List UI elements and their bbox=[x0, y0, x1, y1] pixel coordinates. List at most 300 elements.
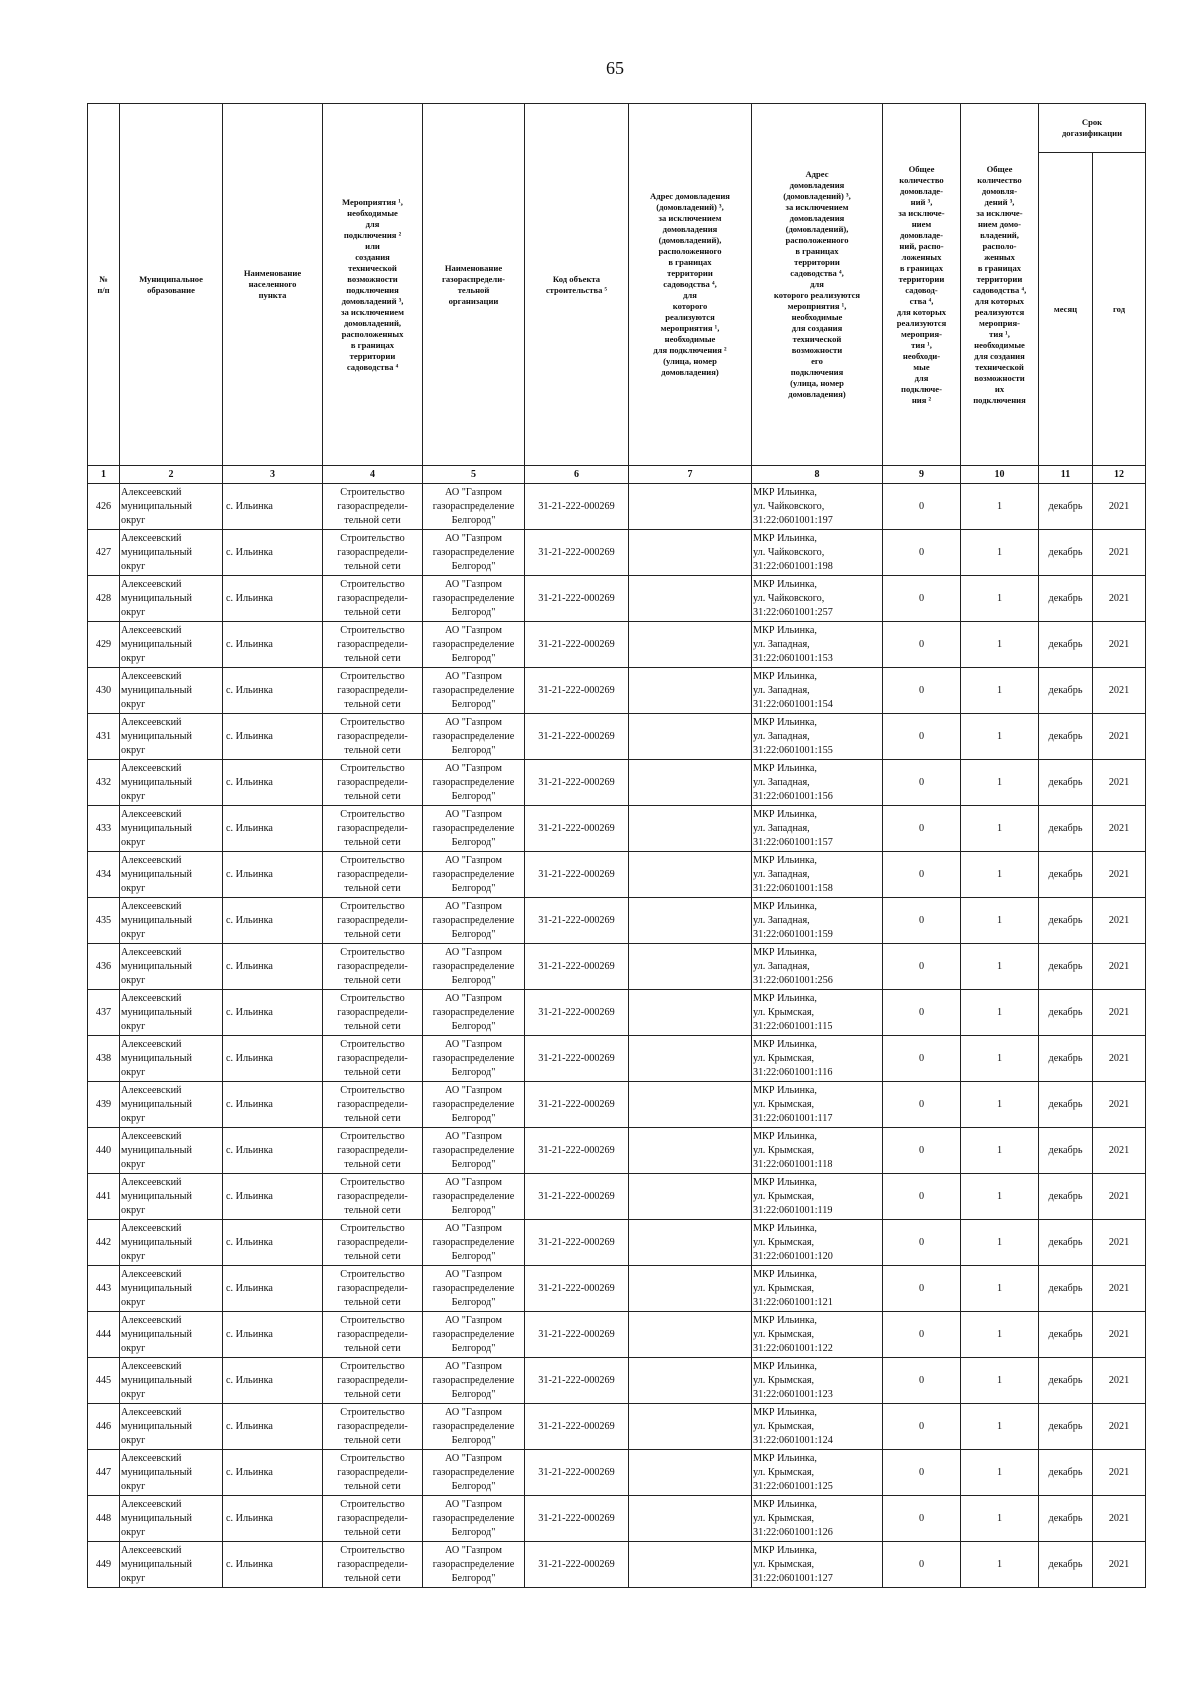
month-cell: декабрь bbox=[1039, 714, 1093, 760]
year-cell: 2021 bbox=[1093, 668, 1146, 714]
table-row bbox=[88, 990, 1146, 1036]
total-technical-cell: 1 bbox=[961, 806, 1039, 852]
column-number-7: 7 bbox=[629, 466, 752, 484]
organization-cell: АО "Газпром газораспределение Белгород" bbox=[423, 1220, 525, 1266]
month-cell: декабрь bbox=[1039, 1312, 1093, 1358]
total-connection-cell: 0 bbox=[883, 1312, 961, 1358]
year-cell: 2021 bbox=[1093, 760, 1146, 806]
row-number: 427 bbox=[88, 530, 120, 576]
organization-cell: АО "Газпром газораспределение Белгород" bbox=[423, 1358, 525, 1404]
month-cell: декабрь bbox=[1039, 806, 1093, 852]
header-month: месяц bbox=[1039, 153, 1093, 466]
month-cell: декабрь bbox=[1039, 622, 1093, 668]
total-technical-cell: 1 bbox=[961, 1450, 1039, 1496]
measures-cell: Строительство газораспредели- тельной сети bbox=[323, 1358, 423, 1404]
column-number-11: 11 bbox=[1039, 466, 1093, 484]
total-technical-cell: 1 bbox=[961, 852, 1039, 898]
column-number-10: 10 bbox=[961, 466, 1039, 484]
address-connection-cell bbox=[629, 1266, 752, 1312]
month-cell: декабрь bbox=[1039, 760, 1093, 806]
locality-cell: с. Ильинка bbox=[223, 806, 323, 852]
organization-cell: АО "Газпром газораспределение Белгород" bbox=[423, 484, 525, 530]
total-technical-cell: 1 bbox=[961, 1266, 1039, 1312]
row-number: 429 bbox=[88, 622, 120, 668]
row-number: 433 bbox=[88, 806, 120, 852]
address-technical-cell: МКР Ильинка, ул. Западная, 31:22:0601001:156 bbox=[752, 760, 883, 806]
locality-cell: с. Ильинка bbox=[223, 1496, 323, 1542]
object-code-cell: 31-21-222-000269 bbox=[525, 1128, 629, 1174]
address-technical-cell: МКР Ильинка, ул. Крымская, 31:22:0601001:117 bbox=[752, 1082, 883, 1128]
measures-cell: Строительство газораспредели- тельной сети bbox=[323, 852, 423, 898]
address-technical-cell: МКР Ильинка, ул. Крымская, 31:22:0601001:123 bbox=[752, 1358, 883, 1404]
address-technical-cell: МКР Ильинка, ул. Западная, 31:22:0601001:155 bbox=[752, 714, 883, 760]
row-number: 436 bbox=[88, 944, 120, 990]
address-connection-cell bbox=[629, 852, 752, 898]
row-number: 440 bbox=[88, 1128, 120, 1174]
address-technical-cell: МКР Ильинка, ул. Чайковского, 31:22:0601001:197 bbox=[752, 484, 883, 530]
header-org: Наименование газораспредели- тельной организации bbox=[423, 104, 525, 466]
year-cell: 2021 bbox=[1093, 1174, 1146, 1220]
address-technical-cell: МКР Ильинка, ул. Крымская, 31:22:0601001:124 bbox=[752, 1404, 883, 1450]
total-technical-cell: 1 bbox=[961, 484, 1039, 530]
total-connection-cell: 0 bbox=[883, 1542, 961, 1588]
row-number: 438 bbox=[88, 1036, 120, 1082]
locality-cell: с. Ильинка bbox=[223, 1358, 323, 1404]
address-connection-cell bbox=[629, 1036, 752, 1082]
address-technical-cell: МКР Ильинка, ул. Западная, 31:22:0601001:157 bbox=[752, 806, 883, 852]
measures-cell: Строительство газораспредели- тельной сети bbox=[323, 990, 423, 1036]
organization-cell: АО "Газпром газораспределение Белгород" bbox=[423, 990, 525, 1036]
total-technical-cell: 1 bbox=[961, 714, 1039, 760]
municipality-cell: Алексеевский муниципальный округ bbox=[120, 1496, 223, 1542]
locality-cell: с. Ильинка bbox=[223, 1450, 323, 1496]
municipality-cell: Алексеевский муниципальный округ bbox=[120, 1220, 223, 1266]
month-cell: декабрь bbox=[1039, 1174, 1093, 1220]
month-cell: декабрь bbox=[1039, 1220, 1093, 1266]
measures-cell: Строительство газораспредели- тельной сети bbox=[323, 944, 423, 990]
year-cell: 2021 bbox=[1093, 1496, 1146, 1542]
column-number-12: 12 bbox=[1093, 466, 1146, 484]
total-connection-cell: 0 bbox=[883, 1036, 961, 1082]
total-connection-cell: 0 bbox=[883, 668, 961, 714]
header-municipality: Муниципальное образование bbox=[120, 104, 223, 466]
table-row bbox=[88, 1036, 1146, 1082]
locality-cell: с. Ильинка bbox=[223, 1220, 323, 1266]
gasification-table bbox=[87, 103, 1146, 1588]
total-technical-cell: 1 bbox=[961, 898, 1039, 944]
address-connection-cell bbox=[629, 714, 752, 760]
table-row bbox=[88, 530, 1146, 576]
object-code-cell: 31-21-222-000269 bbox=[525, 1542, 629, 1588]
year-cell: 2021 bbox=[1093, 1220, 1146, 1266]
object-code-cell: 31-21-222-000269 bbox=[525, 1036, 629, 1082]
year-cell: 2021 bbox=[1093, 1404, 1146, 1450]
organization-cell: АО "Газпром газораспределение Белгород" bbox=[423, 1036, 525, 1082]
measures-cell: Строительство газораспредели- тельной сети bbox=[323, 1036, 423, 1082]
object-code-cell: 31-21-222-000269 bbox=[525, 714, 629, 760]
measures-cell: Строительство газораспредели- тельной сети bbox=[323, 622, 423, 668]
municipality-cell: Алексеевский муниципальный округ bbox=[120, 622, 223, 668]
row-number: 443 bbox=[88, 1266, 120, 1312]
address-technical-cell: МКР Ильинка, ул. Крымская, 31:22:0601001:120 bbox=[752, 1220, 883, 1266]
organization-cell: АО "Газпром газораспределение Белгород" bbox=[423, 1174, 525, 1220]
address-technical-cell: МКР Ильинка, ул. Крымская, 31:22:0601001:127 bbox=[752, 1542, 883, 1588]
total-connection-cell: 0 bbox=[883, 1174, 961, 1220]
total-technical-cell: 1 bbox=[961, 1174, 1039, 1220]
locality-cell: с. Ильинка bbox=[223, 530, 323, 576]
locality-cell: с. Ильинка bbox=[223, 1312, 323, 1358]
column-number-5: 5 bbox=[423, 466, 525, 484]
row-number: 441 bbox=[88, 1174, 120, 1220]
table-row bbox=[88, 622, 1146, 668]
organization-cell: АО "Газпром газораспределение Белгород" bbox=[423, 1450, 525, 1496]
municipality-cell: Алексеевский муниципальный округ bbox=[120, 576, 223, 622]
address-technical-cell: МКР Ильинка, ул. Крымская, 31:22:0601001:126 bbox=[752, 1496, 883, 1542]
locality-cell: с. Ильинка bbox=[223, 1036, 323, 1082]
table-row bbox=[88, 1496, 1146, 1542]
month-cell: декабрь bbox=[1039, 1496, 1093, 1542]
municipality-cell: Алексеевский муниципальный округ bbox=[120, 484, 223, 530]
object-code-cell: 31-21-222-000269 bbox=[525, 760, 629, 806]
measures-cell: Строительство газораспредели- тельной сети bbox=[323, 1266, 423, 1312]
organization-cell: АО "Газпром газораспределение Белгород" bbox=[423, 622, 525, 668]
measures-cell: Строительство газораспредели- тельной сети bbox=[323, 1542, 423, 1588]
row-number: 426 bbox=[88, 484, 120, 530]
total-connection-cell: 0 bbox=[883, 1450, 961, 1496]
year-cell: 2021 bbox=[1093, 1266, 1146, 1312]
header-code: Код объекта строительства ⁵ bbox=[525, 104, 629, 466]
total-connection-cell: 0 bbox=[883, 530, 961, 576]
column-number-row bbox=[88, 466, 1146, 484]
header-address-connection: Адрес домовладения (домовладений) ³, за исключением домовладения (домовладений), расположенного в границах территории садоводства ⁴, для которого реализуются мероприятия ¹, необходимые для подключения ² (улица, номер домовладения) bbox=[629, 104, 752, 466]
measures-cell: Строительство газораспредели- тельной сети bbox=[323, 1496, 423, 1542]
table-row bbox=[88, 1312, 1146, 1358]
object-code-cell: 31-21-222-000269 bbox=[525, 852, 629, 898]
organization-cell: АО "Газпром газораспределение Белгород" bbox=[423, 1496, 525, 1542]
measures-cell: Строительство газораспредели- тельной сети bbox=[323, 806, 423, 852]
column-number-3: 3 bbox=[223, 466, 323, 484]
header-num: № п/п bbox=[88, 104, 120, 466]
address-technical-cell: МКР Ильинка, ул. Западная, 31:22:0601001:153 bbox=[752, 622, 883, 668]
measures-cell: Строительство газораспредели- тельной сети bbox=[323, 1450, 423, 1496]
address-connection-cell bbox=[629, 990, 752, 1036]
address-connection-cell bbox=[629, 806, 752, 852]
organization-cell: АО "Газпром газораспределение Белгород" bbox=[423, 852, 525, 898]
locality-cell: с. Ильинка bbox=[223, 576, 323, 622]
month-cell: декабрь bbox=[1039, 944, 1093, 990]
header-measures: Мероприятия ¹, необходимые для подключения ² или создания технической возможности подключения домовладений ³, за исключением домовладений, расположенных в границах территории садоводства ⁴ bbox=[323, 104, 423, 466]
year-cell: 2021 bbox=[1093, 484, 1146, 530]
address-connection-cell bbox=[629, 1496, 752, 1542]
address-technical-cell: МКР Ильинка, ул. Западная, 31:22:0601001:159 bbox=[752, 898, 883, 944]
address-connection-cell bbox=[629, 1174, 752, 1220]
total-technical-cell: 1 bbox=[961, 1496, 1039, 1542]
measures-cell: Строительство газораспредели- тельной сети bbox=[323, 530, 423, 576]
address-connection-cell bbox=[629, 1082, 752, 1128]
organization-cell: АО "Газпром газораспределение Белгород" bbox=[423, 1128, 525, 1174]
month-cell: декабрь bbox=[1039, 668, 1093, 714]
total-technical-cell: 1 bbox=[961, 1404, 1039, 1450]
municipality-cell: Алексеевский муниципальный округ bbox=[120, 1312, 223, 1358]
measures-cell: Строительство газораспредели- тельной сети bbox=[323, 760, 423, 806]
total-connection-cell: 0 bbox=[883, 1266, 961, 1312]
year-cell: 2021 bbox=[1093, 714, 1146, 760]
object-code-cell: 31-21-222-000269 bbox=[525, 1082, 629, 1128]
month-cell: декабрь bbox=[1039, 576, 1093, 622]
month-cell: декабрь bbox=[1039, 1036, 1093, 1082]
object-code-cell: 31-21-222-000269 bbox=[525, 530, 629, 576]
row-number: 439 bbox=[88, 1082, 120, 1128]
total-connection-cell: 0 bbox=[883, 1082, 961, 1128]
object-code-cell: 31-21-222-000269 bbox=[525, 806, 629, 852]
organization-cell: АО "Газпром газораспределение Белгород" bbox=[423, 1404, 525, 1450]
table-row bbox=[88, 898, 1146, 944]
table-row bbox=[88, 1128, 1146, 1174]
row-number: 444 bbox=[88, 1312, 120, 1358]
address-technical-cell: МКР Ильинка, ул. Западная, 31:22:0601001:154 bbox=[752, 668, 883, 714]
year-cell: 2021 bbox=[1093, 1450, 1146, 1496]
address-connection-cell bbox=[629, 668, 752, 714]
municipality-cell: Алексеевский муниципальный округ bbox=[120, 852, 223, 898]
municipality-cell: Алексеевский муниципальный округ bbox=[120, 714, 223, 760]
total-connection-cell: 0 bbox=[883, 944, 961, 990]
organization-cell: АО "Газпром газораспределение Белгород" bbox=[423, 1266, 525, 1312]
locality-cell: с. Ильинка bbox=[223, 1266, 323, 1312]
municipality-cell: Алексеевский муниципальный округ bbox=[120, 1174, 223, 1220]
municipality-cell: Алексеевский муниципальный округ bbox=[120, 1128, 223, 1174]
total-connection-cell: 0 bbox=[883, 1496, 961, 1542]
row-number: 430 bbox=[88, 668, 120, 714]
address-connection-cell bbox=[629, 530, 752, 576]
measures-cell: Строительство газораспредели- тельной сети bbox=[323, 1312, 423, 1358]
organization-cell: АО "Газпром газораспределение Белгород" bbox=[423, 1082, 525, 1128]
municipality-cell: Алексеевский муниципальный округ bbox=[120, 898, 223, 944]
locality-cell: с. Ильинка bbox=[223, 1542, 323, 1588]
measures-cell: Строительство газораспредели- тельной сети bbox=[323, 668, 423, 714]
month-cell: декабрь bbox=[1039, 1266, 1093, 1312]
total-technical-cell: 1 bbox=[961, 1220, 1039, 1266]
organization-cell: АО "Газпром газораспределение Белгород" bbox=[423, 530, 525, 576]
locality-cell: с. Ильинка bbox=[223, 1082, 323, 1128]
table-row bbox=[88, 1174, 1146, 1220]
row-number: 445 bbox=[88, 1358, 120, 1404]
total-technical-cell: 1 bbox=[961, 1542, 1039, 1588]
address-connection-cell bbox=[629, 1542, 752, 1588]
municipality-cell: Алексеевский муниципальный округ bbox=[120, 668, 223, 714]
address-technical-cell: МКР Ильинка, ул. Западная, 31:22:0601001:158 bbox=[752, 852, 883, 898]
row-number: 431 bbox=[88, 714, 120, 760]
address-connection-cell bbox=[629, 760, 752, 806]
total-connection-cell: 0 bbox=[883, 990, 961, 1036]
year-cell: 2021 bbox=[1093, 530, 1146, 576]
locality-cell: с. Ильинка bbox=[223, 760, 323, 806]
address-technical-cell: МКР Ильинка, ул. Крымская, 31:22:0601001:122 bbox=[752, 1312, 883, 1358]
total-connection-cell: 0 bbox=[883, 1128, 961, 1174]
table-row bbox=[88, 484, 1146, 530]
locality-cell: с. Ильинка bbox=[223, 1404, 323, 1450]
municipality-cell: Алексеевский муниципальный округ bbox=[120, 944, 223, 990]
table-row bbox=[88, 668, 1146, 714]
organization-cell: АО "Газпром газораспределение Белгород" bbox=[423, 668, 525, 714]
organization-cell: АО "Газпром газораспределение Белгород" bbox=[423, 576, 525, 622]
column-number-6: 6 bbox=[525, 466, 629, 484]
measures-cell: Строительство газораспредели- тельной сети bbox=[323, 1082, 423, 1128]
table-row bbox=[88, 806, 1146, 852]
address-technical-cell: МКР Ильинка, ул. Крымская, 31:22:0601001:121 bbox=[752, 1266, 883, 1312]
column-number-9: 9 bbox=[883, 466, 961, 484]
object-code-cell: 31-21-222-000269 bbox=[525, 576, 629, 622]
year-cell: 2021 bbox=[1093, 1036, 1146, 1082]
table-row bbox=[88, 852, 1146, 898]
locality-cell: с. Ильинка bbox=[223, 668, 323, 714]
locality-cell: с. Ильинка bbox=[223, 852, 323, 898]
address-connection-cell bbox=[629, 484, 752, 530]
address-connection-cell bbox=[629, 1358, 752, 1404]
municipality-cell: Алексеевский муниципальный округ bbox=[120, 1542, 223, 1588]
year-cell: 2021 bbox=[1093, 622, 1146, 668]
year-cell: 2021 bbox=[1093, 1358, 1146, 1404]
row-number: 428 bbox=[88, 576, 120, 622]
locality-cell: с. Ильинка bbox=[223, 1128, 323, 1174]
total-technical-cell: 1 bbox=[961, 576, 1039, 622]
year-cell: 2021 bbox=[1093, 576, 1146, 622]
month-cell: декабрь bbox=[1039, 990, 1093, 1036]
municipality-cell: Алексеевский муниципальный округ bbox=[120, 1266, 223, 1312]
municipality-cell: Алексеевский муниципальный округ bbox=[120, 1404, 223, 1450]
total-technical-cell: 1 bbox=[961, 1358, 1039, 1404]
address-connection-cell bbox=[629, 944, 752, 990]
address-connection-cell bbox=[629, 1312, 752, 1358]
year-cell: 2021 bbox=[1093, 1312, 1146, 1358]
object-code-cell: 31-21-222-000269 bbox=[525, 898, 629, 944]
municipality-cell: Алексеевский муниципальный округ bbox=[120, 1450, 223, 1496]
table-row bbox=[88, 1542, 1146, 1588]
object-code-cell: 31-21-222-000269 bbox=[525, 668, 629, 714]
address-technical-cell: МКР Ильинка, ул. Западная, 31:22:0601001:256 bbox=[752, 944, 883, 990]
total-connection-cell: 0 bbox=[883, 1220, 961, 1266]
month-cell: декабрь bbox=[1039, 1358, 1093, 1404]
organization-cell: АО "Газпром газораспределение Белгород" bbox=[423, 760, 525, 806]
municipality-cell: Алексеевский муниципальный округ bbox=[120, 1036, 223, 1082]
month-cell: декабрь bbox=[1039, 484, 1093, 530]
organization-cell: АО "Газпром газораспределение Белгород" bbox=[423, 944, 525, 990]
header-total-technical: Общее количество домовля- дений ³, за исключе- нием домо- владений, располо- женных в границах территории садоводства ⁴, для которых реализуются мероприя- тия ¹, необходимые для создания технической возможности их подключения bbox=[961, 104, 1039, 466]
total-technical-cell: 1 bbox=[961, 1128, 1039, 1174]
total-technical-cell: 1 bbox=[961, 1036, 1039, 1082]
municipality-cell: Алексеевский муниципальный округ bbox=[120, 806, 223, 852]
locality-cell: с. Ильинка bbox=[223, 898, 323, 944]
table-row bbox=[88, 760, 1146, 806]
table-row bbox=[88, 1266, 1146, 1312]
measures-cell: Строительство газораспредели- тельной сети bbox=[323, 576, 423, 622]
table-row bbox=[88, 576, 1146, 622]
object-code-cell: 31-21-222-000269 bbox=[525, 990, 629, 1036]
organization-cell: АО "Газпром газораспределение Белгород" bbox=[423, 714, 525, 760]
object-code-cell: 31-21-222-000269 bbox=[525, 1404, 629, 1450]
table-row bbox=[88, 1404, 1146, 1450]
address-connection-cell bbox=[629, 1404, 752, 1450]
measures-cell: Строительство газораспредели- тельной сети bbox=[323, 714, 423, 760]
total-connection-cell: 0 bbox=[883, 806, 961, 852]
total-connection-cell: 0 bbox=[883, 576, 961, 622]
municipality-cell: Алексеевский муниципальный округ bbox=[120, 760, 223, 806]
locality-cell: с. Ильинка bbox=[223, 1174, 323, 1220]
address-connection-cell bbox=[629, 622, 752, 668]
address-connection-cell bbox=[629, 1450, 752, 1496]
address-technical-cell: МКР Ильинка, ул. Крымская, 31:22:0601001:119 bbox=[752, 1174, 883, 1220]
column-number-4: 4 bbox=[323, 466, 423, 484]
object-code-cell: 31-21-222-000269 bbox=[525, 484, 629, 530]
header-address-technical: Адрес домовладения (домовладений) ³, за исключением домовладения (домовладений), расположенного в границах территории садоводства ⁴, для которого реализуются мероприятия ¹, необходимые для создания технической возможности его подключения (улица, номер домовладения) bbox=[752, 104, 883, 466]
municipality-cell: Алексеевский муниципальный округ bbox=[120, 990, 223, 1036]
object-code-cell: 31-21-222-000269 bbox=[525, 1358, 629, 1404]
table-row bbox=[88, 1220, 1146, 1266]
table-row bbox=[88, 944, 1146, 990]
total-technical-cell: 1 bbox=[961, 944, 1039, 990]
organization-cell: АО "Газпром газораспределение Белгород" bbox=[423, 806, 525, 852]
month-cell: декабрь bbox=[1039, 852, 1093, 898]
month-cell: декабрь bbox=[1039, 1082, 1093, 1128]
address-technical-cell: МКР Ильинка, ул. Чайковского, 31:22:0601001:257 bbox=[752, 576, 883, 622]
municipality-cell: Алексеевский муниципальный округ bbox=[120, 1358, 223, 1404]
year-cell: 2021 bbox=[1093, 806, 1146, 852]
table-row bbox=[88, 1450, 1146, 1496]
measures-cell: Строительство газораспредели- тельной сети bbox=[323, 484, 423, 530]
row-number: 434 bbox=[88, 852, 120, 898]
total-technical-cell: 1 bbox=[961, 1312, 1039, 1358]
address-connection-cell bbox=[629, 1220, 752, 1266]
year-cell: 2021 bbox=[1093, 898, 1146, 944]
month-cell: декабрь bbox=[1039, 1128, 1093, 1174]
header-locality: Наименование населенного пункта bbox=[223, 104, 323, 466]
month-cell: декабрь bbox=[1039, 1450, 1093, 1496]
column-number-8: 8 bbox=[752, 466, 883, 484]
locality-cell: с. Ильинка bbox=[223, 622, 323, 668]
total-technical-cell: 1 bbox=[961, 760, 1039, 806]
table-row bbox=[88, 1082, 1146, 1128]
object-code-cell: 31-21-222-000269 bbox=[525, 1312, 629, 1358]
total-technical-cell: 1 bbox=[961, 668, 1039, 714]
object-code-cell: 31-21-222-000269 bbox=[525, 944, 629, 990]
row-number: 432 bbox=[88, 760, 120, 806]
object-code-cell: 31-21-222-000269 bbox=[525, 1496, 629, 1542]
total-connection-cell: 0 bbox=[883, 852, 961, 898]
locality-cell: с. Ильинка bbox=[223, 484, 323, 530]
total-connection-cell: 0 bbox=[883, 898, 961, 944]
row-number: 446 bbox=[88, 1404, 120, 1450]
total-technical-cell: 1 bbox=[961, 622, 1039, 668]
address-connection-cell bbox=[629, 576, 752, 622]
object-code-cell: 31-21-222-000269 bbox=[525, 1220, 629, 1266]
organization-cell: АО "Газпром газораспределение Белгород" bbox=[423, 1312, 525, 1358]
total-technical-cell: 1 bbox=[961, 990, 1039, 1036]
measures-cell: Строительство газораспредели- тельной сети bbox=[323, 898, 423, 944]
measures-cell: Строительство газораспредели- тельной сети bbox=[323, 1220, 423, 1266]
table-body bbox=[88, 484, 1146, 1588]
header-total-connection: Общее количество домовладе- ний ³, за исключе- нием домовладе- ний, распо- ложенных в границах территории садовод- ства ⁴, для которых реализуются мероприя- тия ¹, необходи- мые для подключе- ния ² bbox=[883, 104, 961, 466]
total-technical-cell: 1 bbox=[961, 530, 1039, 576]
column-number-1: 1 bbox=[88, 466, 120, 484]
measures-cell: Строительство газораспредели- тельной сети bbox=[323, 1174, 423, 1220]
table-row bbox=[88, 714, 1146, 760]
column-number-2: 2 bbox=[120, 466, 223, 484]
table-row bbox=[88, 1358, 1146, 1404]
month-cell: декабрь bbox=[1039, 898, 1093, 944]
year-cell: 2021 bbox=[1093, 1082, 1146, 1128]
total-technical-cell: 1 bbox=[961, 1082, 1039, 1128]
total-connection-cell: 0 bbox=[883, 760, 961, 806]
object-code-cell: 31-21-222-000269 bbox=[525, 622, 629, 668]
